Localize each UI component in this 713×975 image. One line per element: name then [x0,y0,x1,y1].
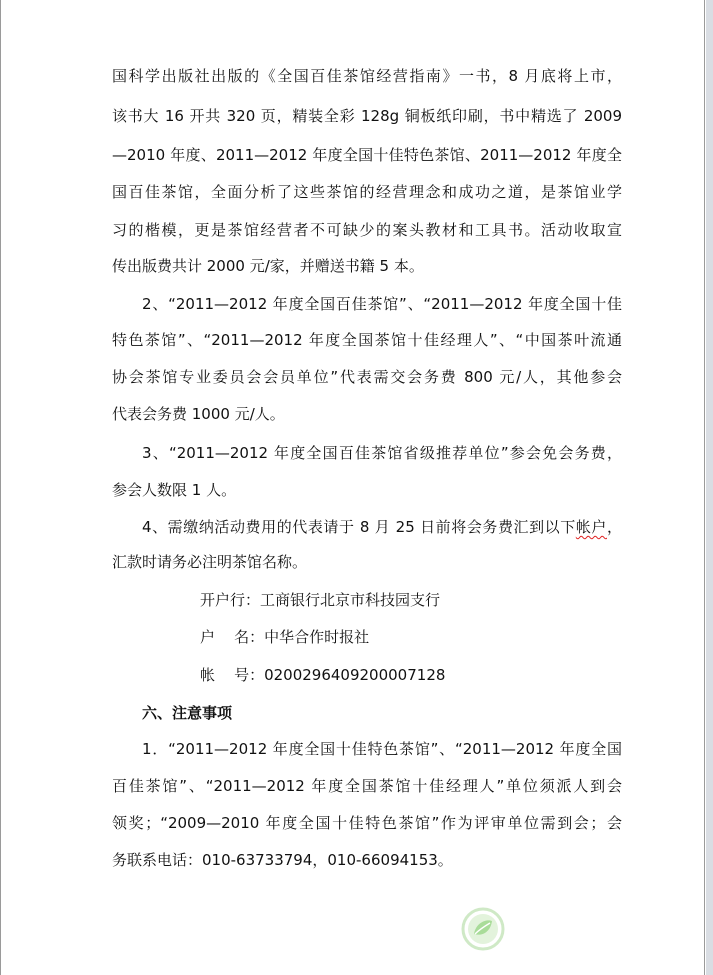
account-name-label: 户 名： [200,628,265,646]
account-number-value: 0200296409200007128 [264,666,446,684]
text-segment: 4、需缴纳活动费用的代表请于 8 月 25 日前将会务费汇到以下 [142,518,576,536]
account-name-row [200,627,369,647]
section-heading: 六、注意事项 [142,704,233,722]
text-line: 代表会务费 1000 元/人。 [112,405,285,423]
text-line: 汇款时请务必注明茶馆名称。 [112,553,308,571]
text-line: 国科学出版社出版的《全国百佳茶馆经营指南》一书，8 月底将上市， [112,67,622,85]
bank-value: 工商银行北京市科技园支行 [260,591,441,609]
bank-row [200,590,440,610]
text-line: 务联系电话：010-63733794，010-66094153。 [112,851,453,869]
text-line: 2、“2011—2012 年度全国百佳茶馆”、“2011—2012 年度全国十佳 [142,295,622,313]
text-line: 国百佳茶馆，全面分析了这些茶馆的经营理念和成功之道，是茶馆业学 [112,183,622,201]
text-line: 百佳茶馆”、“2011—2012 年度全国茶馆十佳经理人”单位须派人到会 [112,777,622,795]
text-line: 1．“2011—2012 年度全国十佳特色茶馆”、“2011—2012 年度全国 [142,740,622,758]
text-line: 传出版费共计 2000 元/家，并赠送书籍 5 本。 [112,257,424,275]
text-line [142,517,622,537]
leaf-logo-icon [461,907,505,951]
text-line: 领奖；“2009—2010 年度全国十佳特色茶馆”作为评审单位需到会；会 [112,814,622,832]
text-segment: ， [606,518,622,536]
spellcheck-flagged-word[interactable]: 帐户 [575,518,607,536]
bank-label: 开户行： [200,591,261,609]
window-edge [706,0,713,975]
text-line: 该书大 16 开共 320 页，精装全彩 128g 铜板纸印刷，书中精选了 2009 [112,107,622,125]
text-line: 3、“2011—2012 年度全国百佳茶馆省级推荐单位”参会免会务费， [142,444,622,462]
account-name-value: 中华合作时报社 [264,628,370,646]
account-number-row [200,665,445,685]
text-line: 特色茶馆”、“2011—2012 年度全国茶馆十佳经理人”、“中国茶叶流通 [112,331,622,349]
text-line: —2010 年度、2011—2012 年度全国十佳特色茶馆、2011—2012 年度全 [112,146,622,164]
text-line: 习的楷模，更是茶馆经营者不可缺少的案头教材和工具书。活动收取宣 [112,221,622,239]
account-number-label: 帐 号： [200,666,265,684]
text-line: 协会茶馆专业委员会会员单位”代表需交会务费 800 元/人，其他参会 [112,368,622,386]
text-line: 参会人数限 1 人。 [112,481,237,499]
